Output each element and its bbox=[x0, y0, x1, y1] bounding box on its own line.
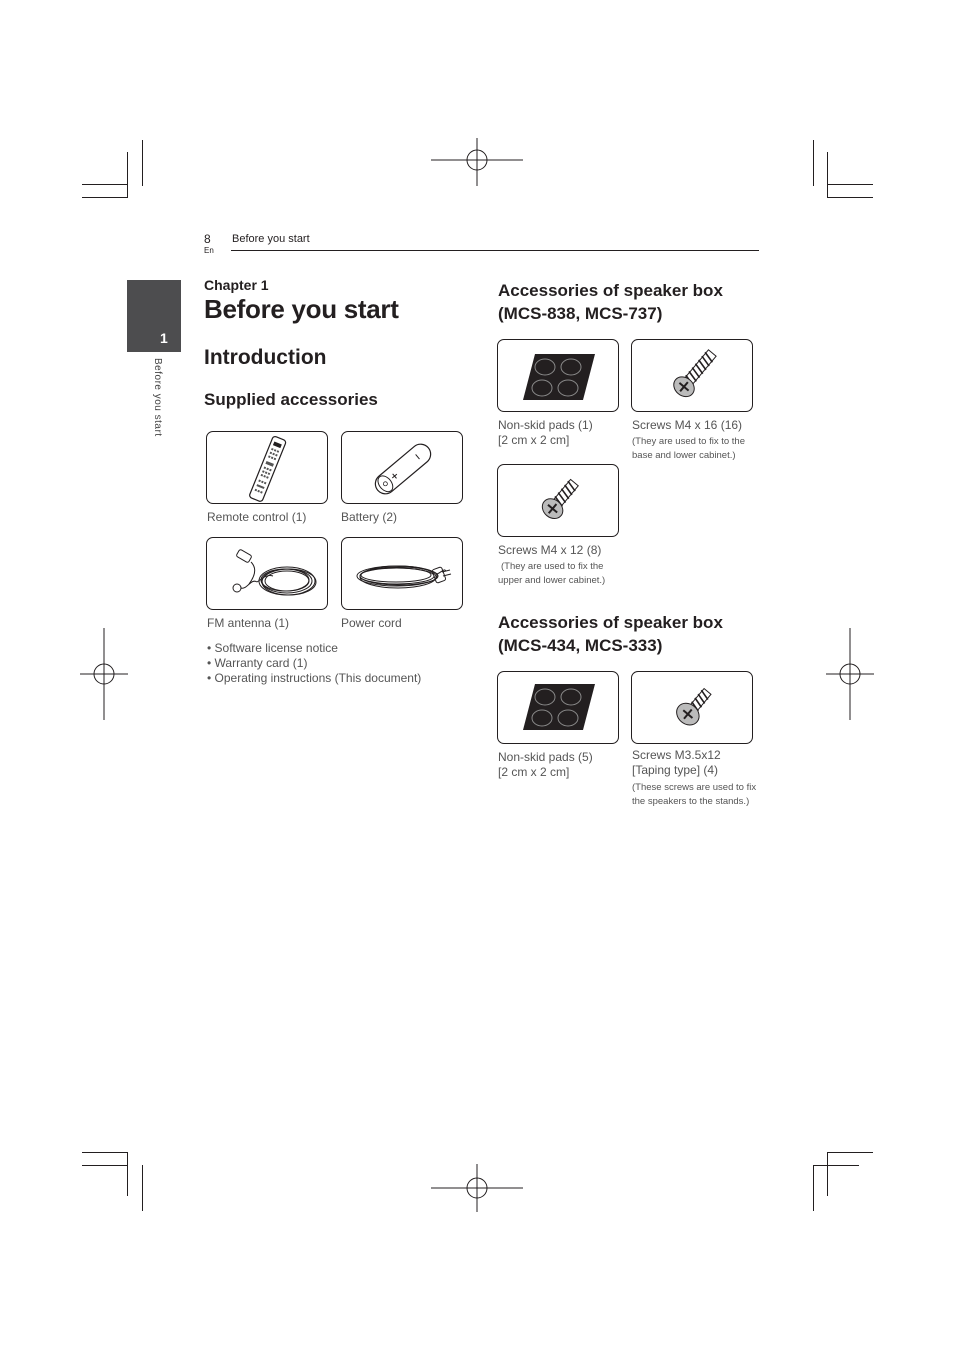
non-skid-pads-figure bbox=[497, 671, 619, 744]
power-cord-caption: Power cord bbox=[341, 616, 402, 630]
chapter-side-tab bbox=[127, 280, 181, 352]
remote-control-caption: Remote control (1) bbox=[207, 510, 307, 524]
remote-control-figure bbox=[206, 431, 328, 504]
screw-m35x12-note: (These screws are used to fix the speakers to the stands.) bbox=[632, 782, 757, 807]
remote-control-icon bbox=[207, 432, 328, 504]
screw-m4x12-caption: Screws M4 x 12 (8) bbox=[498, 543, 602, 557]
chapter-side-tab-label: Before you start bbox=[152, 358, 163, 437]
chapter-label: Chapter 1 bbox=[204, 277, 269, 293]
speaker-box-838-heading: Accessories of speaker box (MCS-838, MCS-737) bbox=[498, 281, 723, 323]
supplied-accessories-heading: Supplied accessories bbox=[204, 390, 378, 409]
screw-icon bbox=[498, 465, 619, 537]
list-item: • Operating instructions (This document) bbox=[207, 671, 422, 685]
battery-figure bbox=[341, 431, 463, 504]
registration-mark-right-icon bbox=[826, 628, 874, 720]
header-rule bbox=[231, 250, 759, 251]
speaker-box-434-heading: Accessories of speaker box (MCS-434, MCS-333) bbox=[498, 613, 723, 655]
introduction-heading: Introduction bbox=[204, 346, 327, 369]
non-skid-pads-icon bbox=[498, 672, 619, 744]
registration-mark-top-icon bbox=[431, 138, 523, 186]
screw-m4x12-figure bbox=[497, 464, 619, 537]
non-skid-pads-figure bbox=[497, 339, 619, 412]
page-number: 8 bbox=[204, 232, 211, 246]
list-item: • Software license notice bbox=[207, 641, 338, 655]
power-cord-icon bbox=[342, 538, 463, 610]
screw-m4x16-figure bbox=[631, 339, 753, 412]
screw-m35x12-figure bbox=[631, 671, 753, 744]
page-title: Before you start bbox=[204, 294, 399, 324]
non-skid-pads-caption: Non-skid pads (1) [2 cm x 2 cm] bbox=[498, 418, 593, 447]
screw-m4x12-note: (They are used to fix the upper and lower cabinet.) bbox=[498, 561, 606, 586]
fm-antenna-figure bbox=[206, 537, 328, 610]
fm-antenna-icon bbox=[207, 538, 328, 610]
registration-mark-left-icon bbox=[80, 628, 128, 720]
page-language: En bbox=[204, 246, 214, 255]
supplied-documents-list bbox=[207, 641, 421, 686]
power-cord-figure bbox=[341, 537, 463, 610]
chapter-side-tab-number: 1 bbox=[160, 330, 168, 346]
fm-antenna-caption: FM antenna (1) bbox=[207, 616, 290, 630]
screw-m35x12-caption: Screws M3.5x12 [Taping type] (4) bbox=[632, 748, 721, 777]
list-item: • Warranty card (1) bbox=[207, 656, 308, 670]
battery-caption: Battery (2) bbox=[341, 510, 398, 524]
non-skid-pads-caption: Non-skid pads (5) [2 cm x 2 cm] bbox=[498, 750, 593, 779]
screw-icon bbox=[632, 340, 753, 412]
screw-icon bbox=[632, 672, 753, 744]
non-skid-pads-icon bbox=[498, 340, 619, 412]
running-header-title: Before you start bbox=[232, 233, 310, 245]
screw-m4x16-note: (They are used to fix to the base and lower cabinet.) bbox=[632, 436, 746, 461]
registration-mark-bottom-icon bbox=[431, 1164, 523, 1212]
battery-icon bbox=[342, 432, 463, 504]
screw-m4x16-caption: Screws M4 x 16 (16) bbox=[632, 418, 743, 432]
